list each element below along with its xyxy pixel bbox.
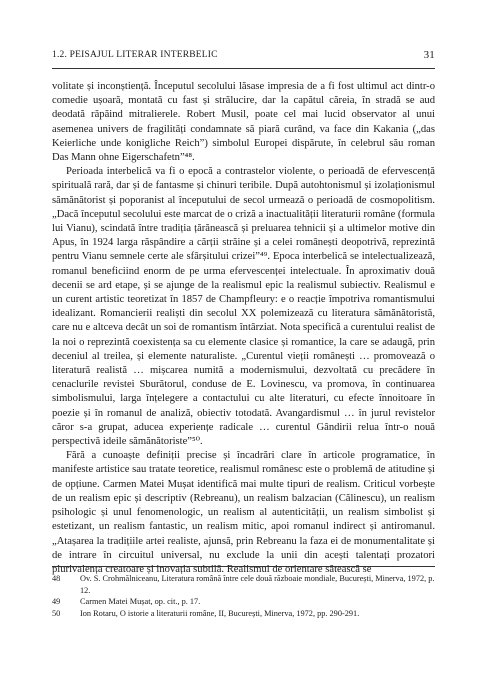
paragraph: Fără a cunoaște definiții precise și încadrări clare în articole programatice, în manifeste artistice sau tratate teoretice, realismul românesc este o problemă de atitudine și de opțiune. Carmen Matei Mușat identifică mai multe tipuri de realism. Criticul vorbește de un realism epic și descriptiv (Rebreanu), un realism balzacian (Călinescu), un realism psihologic și unul fenomenologic, un realism al autenticității, un realism simbolist și estetizant, un realism fantastic, un realism mitic, apoi romanul indirect și antiromanul. „Atașarea la tradițiile artei realiste, ajunsă, prin Rebreanu la faza ei de monumentalitate și de intrare în circuitul universal, nu exclude la unii din acești talentați prozatori plurivalența creatoare și inovația subtilă. Realismul de orientare sătească se xyxy=(52,450,435,575)
body-text xyxy=(52,80,435,577)
section-title: 1.2. PEISAJUL LITERAR INTERBELIC xyxy=(52,50,218,60)
footnote xyxy=(52,573,435,596)
footnote xyxy=(52,608,435,620)
footnote-rule xyxy=(52,566,435,567)
footnote xyxy=(52,596,435,608)
footnote-number: 48 xyxy=(52,574,61,583)
running-header xyxy=(52,50,435,64)
page-number: 31 xyxy=(423,49,435,61)
footnote-number: 50 xyxy=(52,608,61,618)
footnote-text: Ov. S. Crohmălniceanu, Literatura română între cele două războaie mondiale, București, Minerva, 1972, p. 12. xyxy=(80,574,435,595)
footnote-text: Carmen Matei Mușat, op. cit., p. 17. xyxy=(80,597,201,606)
footnote-number: 49 xyxy=(52,597,61,606)
footnote-text: Ion Rotaru, O istorie a literaturii române, II, București, Minerva, 1972, pp. 290-291. xyxy=(80,608,360,618)
paragraph: Perioada interbelică va fi o epocă a contrastelor violente, o perioadă de efervescență spirituală rară, dar și de fantasme și chinuri teribile. După autohtonismul și izolaționismul sămănătorist și poporanist al începutului de secol urmează o perioadă de cosmopolitism. „Dacă începutul secolului este marcat de o criză a inactualității literaturii române (formula lui Vianu), scindată între tradiția țărănească și preluarea tehnicii și a ultimelor motive din Apus, în 1924 larga răspândire a cărții străine și a celei românești deopotrivă, reprezintă pentru Vianu semnele certe ale sfârșitului crizei”⁴⁹. Epoca interbelică se intelectualizează, romanul beneficiind enorm de pe urma efervescenței intelectuale. În aproximativ două decenii se ard etape, și se ajunge de la realismul epic la realismul subiectiv. Realismul e un curent artistic teoretizat în 1857 de Champfleury: e o reacție împotriva romantismului idealizant. Romancierii realiști din secolul XX polemizează cu literatura sămănătoristă, care nu e altceva decât un soi de romantism întârziat. Nota specifică a curentului realist de la noi o reprezintă coexistența sa cu elemente clasice și romantice, la care se adaugă, prin deceniul al treilea, și elemente naturaliste. „Curentul vieții românești … promovează o literatură realistă … mișcarea numită a modernismului, dezvoltată cu precădere în cenaclurile revistei Sburătorul, conduse de E. Lovinescu, va promova, în continuarea simbolismului, larga înțelegere a contactului cu alte literaturi, cu efecte înnoitoare în poezie și în romanul de analiză, obiectiv totodată. Avangardismul … în jurul revistelor căror s-a grupat, aducea experiențe radicale … curentul Gândirii relua într-o nouă perspectivă ideile sămănătoriste”⁵⁰. xyxy=(52,166,435,448)
footnotes xyxy=(52,573,435,619)
header-rule xyxy=(52,68,435,69)
paragraph: volitate și inconștiență. Începutul secolului lăsase impresia de a fi fost ultimul act dintr-o comedie ușoară, montată cu fast și strălucire, dar la capătul căreia, în stradă se aud deodată răpăind mitralierele. Robert Musil, poate cel mai lucid observator al unui asemenea univers de fragilități condamnate să piară curând, va face din Kakania („das Keierliche unde konigliche Reich”) simbolul Europei dispărute, în celebrul său roman Das Mann ohne Eigerschafetn”⁴⁸. xyxy=(52,81,435,164)
